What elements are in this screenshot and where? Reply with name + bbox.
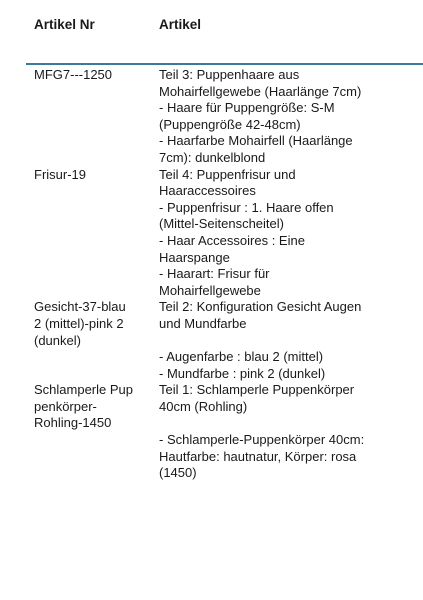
artikel-description-cell	[159, 67, 409, 167]
artikel-nr-line: penkörper-	[34, 398, 97, 414]
blank-line	[159, 333, 409, 350]
artikel-description-line: Haarspange	[159, 249, 230, 265]
artikel-nr-cell	[34, 67, 157, 167]
artikel-description-cell	[159, 382, 409, 482]
artikel-description-line: - Puppenfrisur : 1. Haare offen	[159, 199, 334, 215]
artikel-nr-line: Gesicht-37-blau	[34, 299, 126, 315]
artikel-nr-line: (dunkel)	[34, 332, 81, 348]
artikel-description-line: (Puppengröße 42-48cm)	[159, 116, 301, 132]
artikel-description-line: - Mundfarbe : pink 2 (dunkel)	[159, 365, 326, 381]
artikel-description-cell	[159, 299, 409, 382]
artikel-description-line: - Schlamperle-Puppenkörper 40cm:	[159, 432, 365, 448]
artikel-nr-line: Schlamperle Pup	[34, 382, 133, 398]
artikel-description-line: - Haar Accessoires : Eine	[159, 232, 305, 248]
blank-line	[159, 415, 409, 432]
artikel-description-line: (Mittel-Seitenscheitel)	[159, 216, 284, 232]
artikel-description-line: Mohairfellgewebe	[159, 282, 261, 298]
artikel-nr-cell	[34, 167, 157, 300]
artikel-description-line: Teil 4: Puppenfrisur und	[159, 166, 296, 182]
artikel-description-line: und Mundfarbe	[159, 315, 247, 331]
column-header-artikel: Artikel	[159, 17, 202, 32]
artikel-description-line: Teil 2: Konfiguration Gesicht Augen	[159, 299, 362, 315]
table-row	[0, 67, 423, 167]
artikel-description-line: - Haarart: Frisur für	[159, 266, 270, 282]
artikel-description-line: - Haarfarbe Mohairfell (Haarlänge	[159, 133, 353, 149]
artikel-description-line: 40cm (Rohling)	[159, 398, 248, 414]
table-row	[0, 299, 423, 382]
artikel-description-line: - Augenfarbe : blau 2 (mittel)	[159, 349, 324, 365]
artikel-nr-line: Frisur-19	[34, 166, 87, 182]
table-row	[0, 167, 423, 300]
table-row	[0, 382, 423, 482]
artikel-description-line: Haaraccessoires	[159, 183, 256, 199]
artikel-description-line: Teil 3: Puppenhaare aus	[159, 67, 300, 82]
column-header-artikel-nr: Artikel Nr	[34, 17, 95, 32]
artikel-nr-cell	[34, 382, 157, 482]
artikel-description-line: Mohairfellgewebe (Haarlänge 7cm)	[159, 83, 362, 99]
artikel-description-line: Hautfarbe: hautnatur, Körper: rosa	[159, 448, 357, 464]
artikel-nr-line: Rohling-1450	[34, 415, 112, 431]
artikel-description-line: 7cm): dunkelblond	[159, 149, 266, 165]
table-body	[0, 67, 423, 482]
artikel-description-line: (1450)	[159, 465, 197, 481]
header-divider	[26, 63, 423, 65]
artikel-description-line: - Haare für Puppengröße: S-M	[159, 100, 335, 116]
artikel-nr-cell	[34, 299, 157, 382]
table-header	[0, 17, 423, 41]
artikel-nr-line: MFG7---1250	[34, 67, 113, 82]
artikel-description-cell	[159, 167, 409, 300]
artikel-nr-line: 2 (mittel)-pink 2	[34, 315, 124, 331]
artikel-description-line: Teil 1: Schlamperle Puppenkörper	[159, 382, 355, 398]
